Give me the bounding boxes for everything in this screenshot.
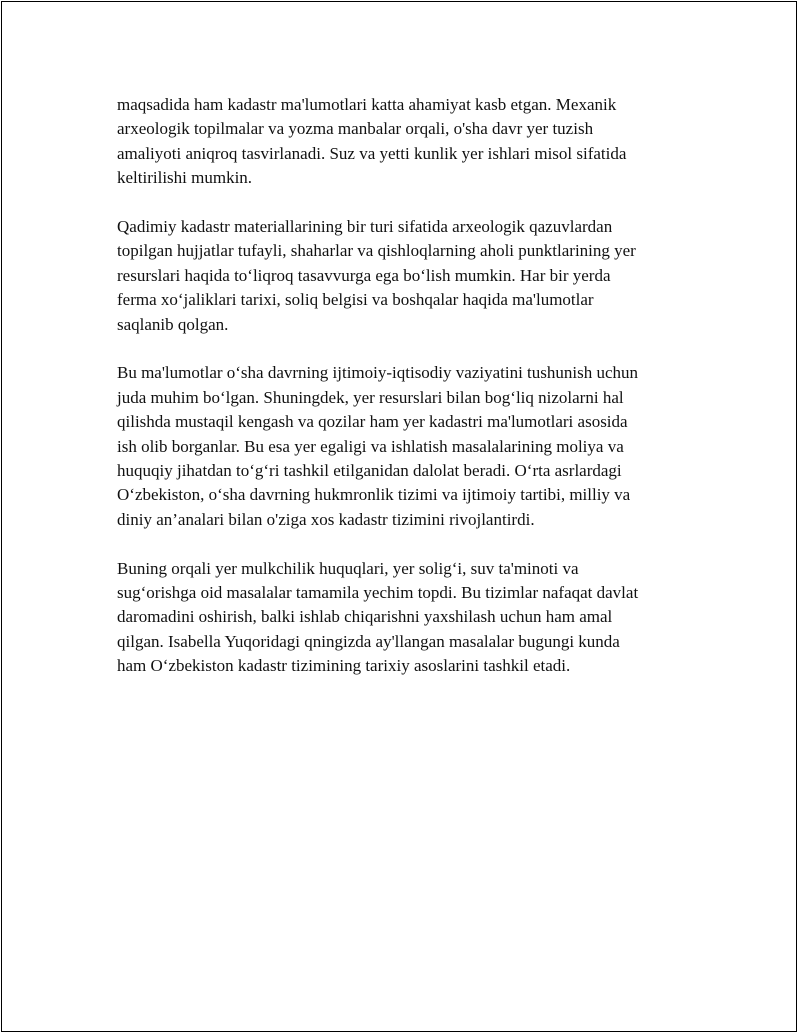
text-line: diniy an’analari bilan o'ziga xos kadastr tizimini rivojlantirdi. [117,509,535,529]
paragraph-3 [117,361,687,532]
text-line: ham O‘zbekiston kadastr tizimining tarixiy asoslarini tashkil etadi. [117,656,571,676]
text-line: qilishda mustaqil kengash va qozilar ham yer kadastri ma'lumotlari asosida [117,412,628,432]
paragraph-2 [117,215,687,337]
text-line: juda muhim bo‘lgan. Shuningdek, yer resurslari bilan bog‘liq nizolarni hal [117,387,624,407]
text-line: huquqiy jihatdan to‘g‘ri tashkil etilganidan dalolat beradi. O‘rta asrlardagi [117,461,622,481]
text-line: ferma xo‘jaliklari tarixi, soliq belgisi va boshqalar haqida ma'lumotlar [117,290,594,310]
text-line: keltirilishi mumkin. [117,168,253,188]
text-line: O‘zbekiston, o‘sha davrning hukmronlik tizimi va ijtimoiy tartibi, milliy va [117,485,631,505]
text-line: sug‘orishga oid masalalar tamamila yechim topdi. Bu tizimlar nafaqat davlat [117,583,639,603]
text-line: daromadini oshirish, balki ishlab chiqarishni yaxshilash uchun ham amal [117,607,613,627]
text-line: resurslari haqida to‘liqroq tasavvurga ega bo‘lish mumkin. Har bir yerda [117,265,611,285]
text-line: maqsadida ham kadastr ma'lumotlari katta ahamiyat kasb etgan. Mexanik [117,95,617,114]
text-line: ish olib borganlar. Bu esa yer egaligi va ishlatish masalalarining moliya va [117,436,624,456]
text-line: Buning orqali yer mulkchilik huquqlari, yer solig‘i, suv ta'minoti va [117,558,579,578]
text-line: Bu ma'lumotlar o‘sha davrning ijtimoiy-iqtisodiy vaziyatini tushunish uchun [117,363,639,383]
text-line: arxeologik topilmalar va yozma manbalar orqali, o'sha davr yer tuzish [117,119,594,139]
paragraph-4 [117,557,687,679]
text-line: qilgan. Isabella Yuqoridagi qningizda ay'llangan masalalar bugungi kunda [117,631,620,651]
text-line: Qadimiy kadastr materiallarining bir turi sifatida arxeologik qazuvlardan [117,217,613,237]
text-line: amaliyoti aniqroq tasvirlanadi. Suz va yetti kunlik yer ishlari misol sifatida [117,143,627,163]
text-line: saqlanib qolgan. [117,314,229,334]
document-body [117,93,687,679]
paragraph-1 [117,93,687,191]
text-line: topilgan hujjatlar tufayli, shaharlar va qishloqlarning aholi punktlarining yer [117,241,636,261]
